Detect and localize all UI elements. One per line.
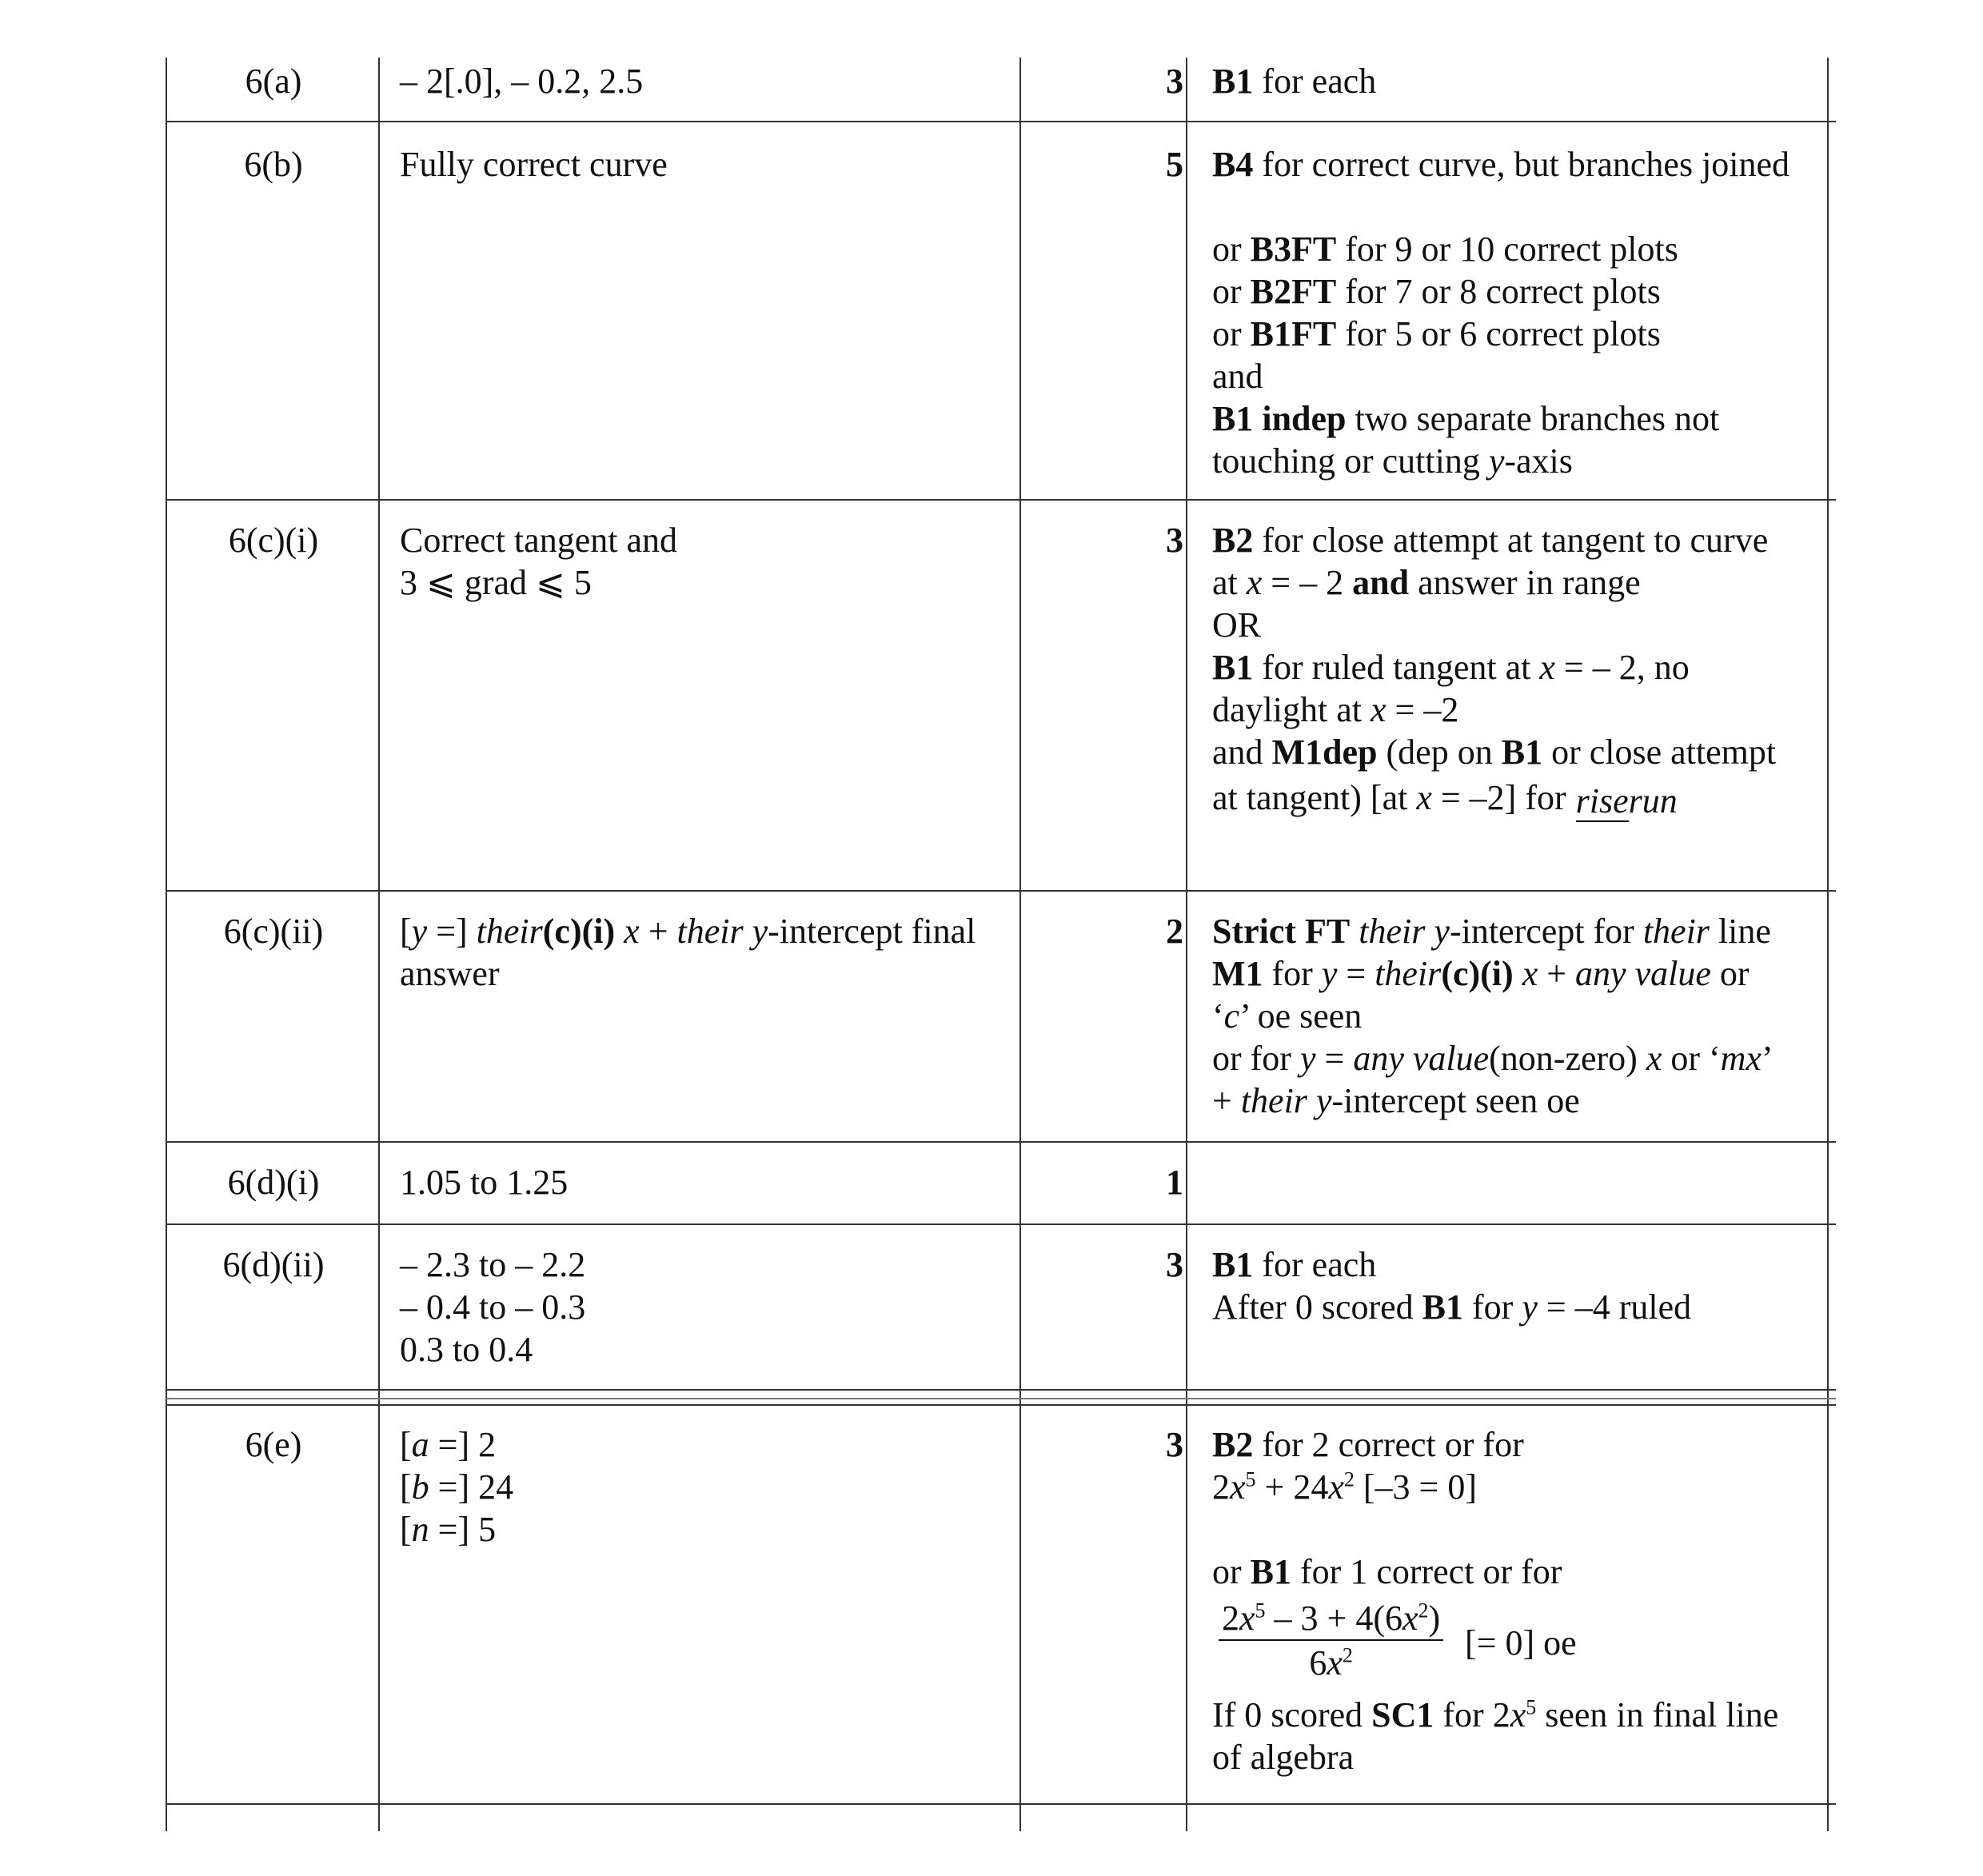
guidance-cell: B4 for correct curve, but branches joined or B3FT for 9 or 10 correct plots or B2FT for 7 or 8 correct plots or B1FT for 5 or 6 correct plots and B1 indep two separate branches not touching or cutting y-axis	[1212, 145, 1790, 481]
row-border	[166, 1803, 1836, 1805]
question-number: 6(e)	[245, 1425, 302, 1464]
marks-cell: 5	[1166, 145, 1183, 184]
row-border	[166, 121, 1836, 122]
column-border-marks	[1186, 58, 1187, 1831]
row-border	[166, 1404, 1836, 1406]
row-border	[166, 1389, 1836, 1391]
question-number: 6(c)(ii)	[223, 912, 324, 951]
row-border	[166, 499, 1836, 501]
marks-cell: 3	[1166, 1425, 1183, 1464]
question-number: 6(a)	[245, 62, 302, 101]
answer-cell: – 2[.0], – 0.2, 2.5	[400, 62, 644, 101]
answer-cell: – 2.3 to – 2.2 – 0.4 to – 0.3 0.3 to 0.4	[400, 1245, 586, 1369]
guidance-cell: B1 for each After 0 scored B1 for y = –4 ruled	[1212, 1245, 1692, 1327]
guidance-cell: B2 for 2 correct or for $2x^5 + 24x^2$ [–3 = 0] or B1 for 1 correct or for $2x^5 - 3 + 4(6x^2)$ $6x^2$ [= 0] oe If 0 scored SC1 for $2x^5$ seen in final line of algebra	[1212, 1423, 1836, 1778]
question-number: 6(d)(ii)	[222, 1245, 325, 1284]
marks-cell: 3	[1166, 62, 1183, 101]
page-break-border	[166, 1398, 1836, 1399]
marks-cell: 1	[1166, 1163, 1183, 1202]
row-border	[166, 1223, 1836, 1225]
guidance-cell: B1 for each	[1212, 62, 1377, 101]
answer-cell: [a =] 2 [b =] 24 [n =] 5	[400, 1425, 514, 1549]
question-number: 6(b)	[244, 145, 303, 184]
rise-over-run-fraction: riserun	[1575, 781, 1678, 821]
marks-cell: 3	[1166, 1245, 1183, 1284]
row-border	[166, 1141, 1836, 1143]
answer-cell: Fully correct curve	[400, 145, 668, 184]
answer-cell: Correct tangent and 3 ⩽ grad ⩽ 5	[400, 521, 677, 602]
row-border	[166, 890, 1836, 892]
answer-cell: 1.05 to 1.25	[400, 1163, 569, 1202]
marks-cell: 3	[1166, 521, 1183, 560]
algebra-fraction: $2x^5 - 3 + 4(6x^2)$ $6x^2$ [= 0] oe	[1212, 1598, 1836, 1694]
guidance-cell: Strict FT their y-intercept for their line M1 for y = their(c)(i) x + any value or ‘c’ oe seen or for y = any value(non-zero) x or ‘mx’ + their y-intercept seen oe	[1212, 912, 1774, 1120]
question-number: 6(c)(i)	[228, 521, 319, 560]
question-number: 6(d)(i)	[227, 1163, 320, 1202]
guidance-cell: B2 for close attempt at tangent to curve at x = – 2 and answer in range OR B1 for ruled tangent at x = – 2, no daylight at x = –2 and M1dep (dep on B1 or close attempt at tangent) [at x = –2] for riserun	[1212, 521, 1777, 821]
marks-cell: 2	[1166, 912, 1183, 951]
answer-cell: [y =] their(c)(i) x + their y-intercept final answer	[400, 912, 976, 993]
